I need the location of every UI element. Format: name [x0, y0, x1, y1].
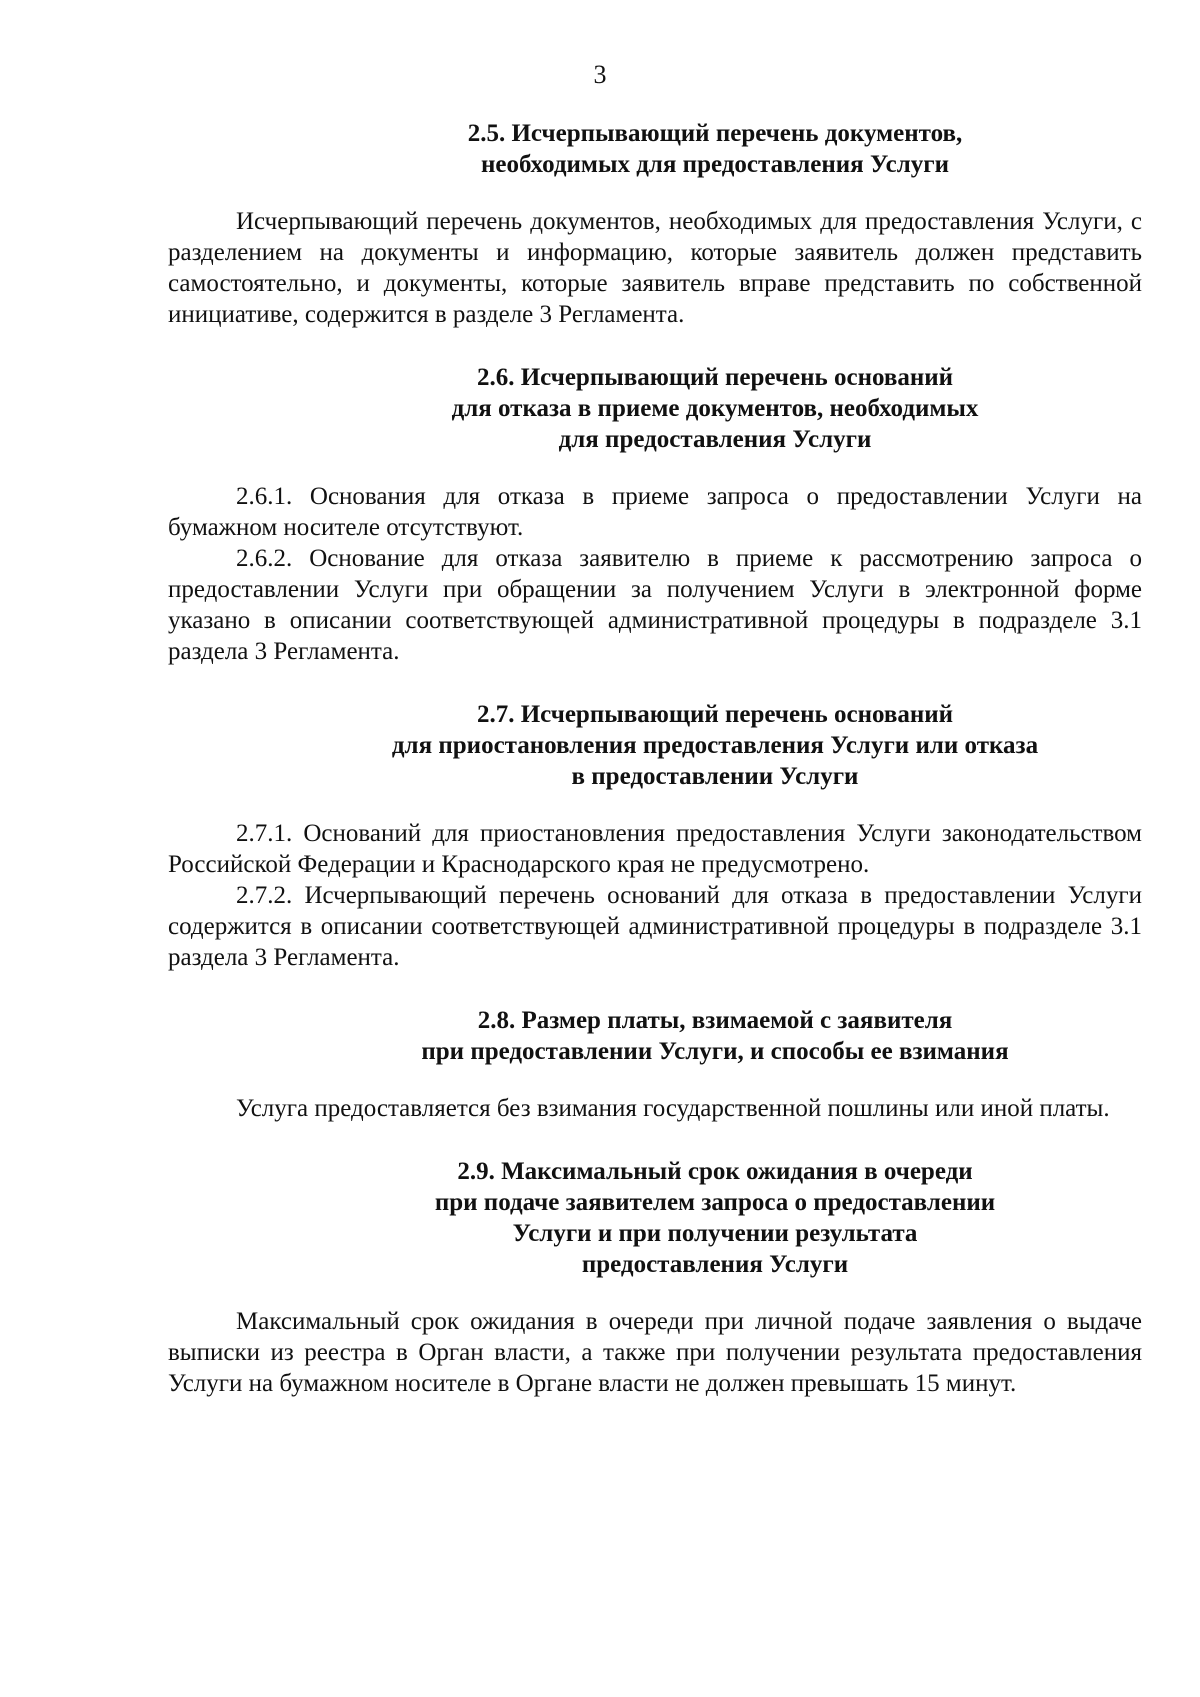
heading-line: 2.7. Исчерпывающий перечень оснований [476, 701, 954, 728]
heading-line: 2.9. Максимальный срок ожидания в очереди [457, 1158, 973, 1185]
heading-line: при предоставлении Услуги, и способы ее взимания [421, 1038, 1009, 1065]
heading-line: 2.6. Исчерпывающий перечень оснований [476, 364, 954, 391]
paragraph: 2.7.2. Исчерпывающий перечень оснований для отказа в предоставлении Услуги содержится в описании соответствующей административной процедуры в подразделе 3.1 раздела 3 Регламента. [168, 882, 1142, 971]
paragraph: 2.7.1. Оснований для приостановления предоставления Услуги законодательством Российской Федерации и Краснодарского края не предусмотрено. [168, 820, 1142, 878]
paragraph: Исчерпывающий перечень документов, необходимых для предоставления Услуги, с разделением на документы и информацию, которые заявитель должен представить самостоятельно, и документы, которые заявитель вправе представить по собственной инициативе, содержится в разделе 3 Регламента. [168, 208, 1142, 328]
heading-line: при подаче заявителем запроса о предоставлении [434, 1189, 996, 1216]
paragraph: Максимальный срок ожидания в очереди при личной подаче заявления о выдаче выписки из реестра в Орган власти, а также при получении результата предоставления Услуги на бумажном носителе в Органе власти не должен превышать 15 минут. [168, 1308, 1142, 1397]
heading-line: 2.5. Исчерпывающий перечень документов, [467, 120, 963, 147]
heading-line: Услуги и при получении результата [512, 1220, 918, 1247]
heading-line: 2.8. Размер платы, взимаемой с заявителя [477, 1007, 953, 1034]
section-heading [168, 699, 1142, 792]
paragraph: Услуга предоставляется без взимания государственной пошлины или иной платы. [236, 1095, 1110, 1122]
heading-line: для отказа в приеме документов, необходимых [451, 395, 979, 422]
paragraph: 2.6.1. Основания для отказа в приеме запроса о предоставлении Услуги на бумажном носителе отсутствуют. [168, 483, 1142, 541]
section-heading [168, 1005, 1142, 1067]
paragraph: 2.6.2. Основание для отказа заявителю в приеме к рассмотрению запроса о предоставлении Услуги при обращении за получением Услуги в электронной форме указано в описании соответствующей административной процедуры в подразделе 3.1 раздела 3 Регламента. [168, 545, 1142, 665]
section-2-9 [168, 1156, 1142, 1399]
heading-line: для приостановления предоставления Услуги или отказа [391, 732, 1039, 759]
document-body [168, 118, 1142, 1431]
heading-line: необходимых для предоставления Услуги [481, 151, 949, 178]
heading-line: в предоставлении Услуги [571, 763, 859, 790]
heading-line: предоставления Услуги [581, 1251, 849, 1278]
page-number: 3 [593, 60, 607, 89]
section-2-6 [168, 362, 1142, 667]
section-heading [168, 1156, 1142, 1280]
heading-line: для предоставления Услуги [558, 426, 872, 453]
section-2-7 [168, 699, 1142, 973]
section-2-8 [168, 1005, 1142, 1124]
section-heading [168, 118, 1142, 180]
section-2-5 [168, 118, 1142, 330]
section-heading [168, 362, 1142, 455]
